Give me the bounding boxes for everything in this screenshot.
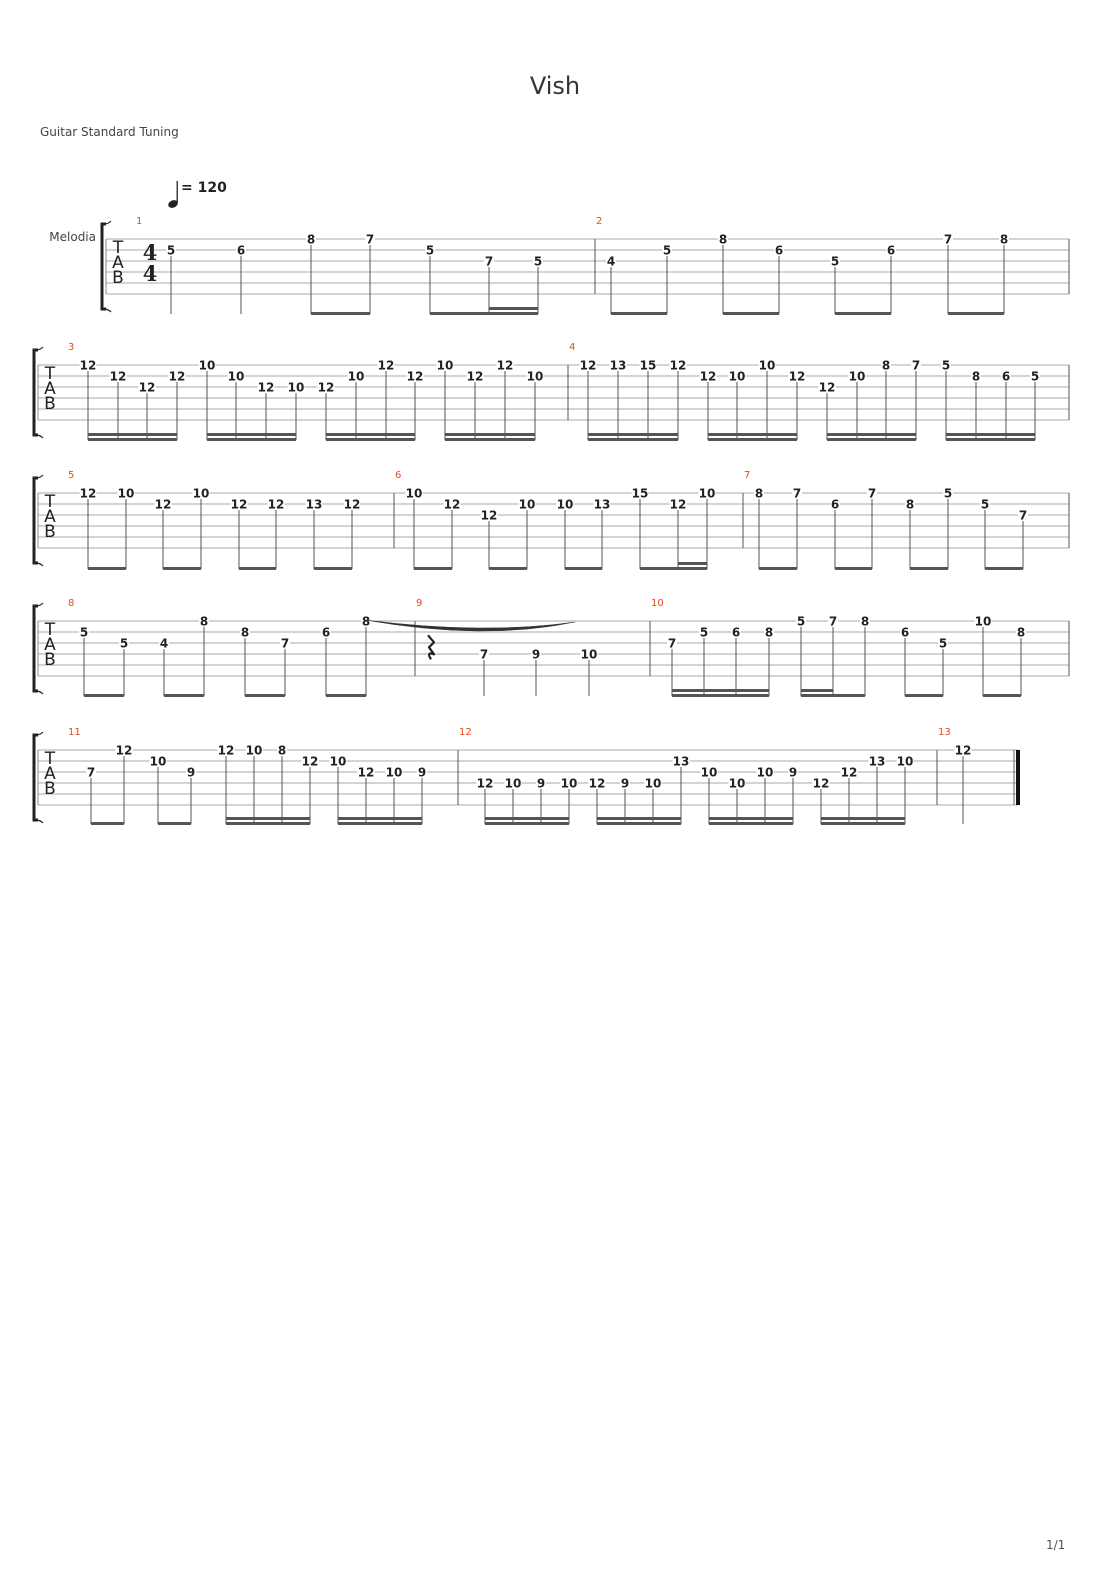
note-beam [414,567,452,570]
fret-number: 5 [830,254,840,269]
note-beam [759,567,797,570]
fret-number: 5 [1030,369,1040,384]
note-beam [91,822,124,825]
fret-number: 4 [606,254,616,269]
note-beam [672,694,769,697]
fret-number: 8 [199,614,209,629]
fret-number: 15 [639,358,657,373]
fret-number: 8 [361,614,371,629]
fret-number: 12 [317,380,335,395]
fret-number: 12 [443,497,461,512]
quarter-rest-icon [428,635,434,659]
note-beam [485,822,569,825]
fret-number: 7 [828,614,838,629]
note-beam [338,822,422,825]
tab-clef-a: A [112,253,124,273]
fret-number: 10 [117,486,135,501]
note-beam [597,822,681,825]
fret-number: 7 [667,636,677,651]
note-beam [565,567,602,570]
fret-number: 10 [518,497,536,512]
note-beam [985,567,1023,570]
tab-clef-t: T [44,364,56,384]
measure-number: 13 [938,727,951,738]
tab-clef-b: B [44,650,56,670]
note-beam [821,817,905,820]
tab-clef-t: T [44,620,56,640]
note-beam [163,567,201,570]
tab-clef-a: A [44,507,56,527]
note-beam [311,312,370,315]
tab-clef-a: A [44,635,56,655]
measure-number: 5 [68,470,75,481]
fret-number: 12 [79,358,97,373]
fret-number: 15 [631,486,649,501]
note-beam [164,694,204,697]
note-beam [946,438,1035,441]
tab-clef-b: B [44,779,56,799]
fret-number: 12 [840,765,858,780]
fret-number: 8 [999,232,1009,247]
system-bracket [34,735,38,820]
fret-number: 12 [377,358,395,373]
note-beam [983,694,1021,697]
fret-number: 10 [560,776,578,791]
fret-number: 10 [644,776,662,791]
fret-number: 6 [900,625,910,640]
note-beam [948,312,1004,315]
note-beam [326,438,415,441]
fret-number: 7 [792,486,802,501]
note-beam [910,567,948,570]
tab-clef-b: B [44,522,56,542]
page-number: 1/1 [1046,1538,1066,1552]
fret-number: 13 [609,358,627,373]
note-beam [207,438,296,441]
fret-number: 10 [504,776,522,791]
fret-number: 12 [230,497,248,512]
note-beam [485,817,569,820]
note-beam [597,817,681,820]
note-beam [326,433,415,436]
fret-number: 12 [406,369,424,384]
fret-number: 5 [533,254,543,269]
fret-number: 9 [531,647,541,662]
fret-number: 12 [579,358,597,373]
note-beam [835,312,891,315]
fret-number: 10 [192,486,210,501]
fret-number: 7 [365,232,375,247]
fret-number: 7 [943,232,953,247]
fret-number: 5 [938,636,948,651]
time-signature-top: 4 [142,240,158,265]
measure-number: 9 [416,598,423,609]
fret-number: 6 [886,243,896,258]
tab-clef-t: T [44,492,56,512]
note-beam [88,433,177,436]
fret-number: 10 [287,380,305,395]
note-beam [207,433,296,436]
fret-number: 7 [86,765,96,780]
system-bracket [34,350,38,435]
note-beam [611,312,667,315]
fret-number: 6 [731,625,741,640]
fret-number: 10 [974,614,992,629]
tie-arc [365,620,575,631]
fret-number: 10 [580,647,598,662]
fret-number: 12 [138,380,156,395]
fret-number: 12 [812,776,830,791]
fret-number: 12 [476,776,494,791]
fret-number: 10 [245,743,263,758]
fret-number: 10 [758,358,776,373]
measure-number: 7 [744,470,751,481]
fret-number: 12 [79,486,97,501]
fret-number: 5 [980,497,990,512]
note-beam [708,438,797,441]
fret-number: 7 [1018,508,1028,523]
fret-number: 12 [217,743,235,758]
fret-number: 6 [236,243,246,258]
fret-number: 8 [860,614,870,629]
time-signature-bottom: 4 [142,261,158,286]
note-beam [801,689,833,692]
fret-number: 12 [496,358,514,373]
fret-number: 12 [154,497,172,512]
note-beam [314,567,352,570]
note-beam [326,694,366,697]
note-beam [158,822,191,825]
system-bracket [34,478,38,563]
fret-number: 12 [115,743,133,758]
fret-number: 8 [971,369,981,384]
fret-number: 10 [329,754,347,769]
tab-clef-b: B [44,394,56,414]
fret-number: 12 [267,497,285,512]
tempo-marking: = 120 [181,180,227,196]
fret-number: 10 [896,754,914,769]
fret-number: 10 [728,369,746,384]
note-beam [905,694,943,697]
fret-number: 13 [305,497,323,512]
fret-number: 5 [425,243,435,258]
fret-number: 12 [588,776,606,791]
fret-number: 5 [941,358,951,373]
fret-number: 8 [905,497,915,512]
fret-number: 8 [764,625,774,640]
fret-number: 5 [796,614,806,629]
fret-number: 12 [343,497,361,512]
note-beam [678,567,707,570]
tab-clef-t: T [44,749,56,769]
measure-number: 11 [68,727,81,738]
fret-number: 12 [466,369,484,384]
fret-number: 7 [867,486,877,501]
fret-number: 8 [754,486,764,501]
fret-number: 13 [593,497,611,512]
note-beam [239,567,276,570]
note-beam [489,307,538,310]
fret-number: 8 [1016,625,1026,640]
note-beam [835,567,872,570]
fret-number: 9 [536,776,546,791]
fret-number: 9 [620,776,630,791]
fret-number: 5 [79,625,89,640]
note-beam [801,694,833,697]
tab-clef-t: T [112,238,124,258]
measure-number: 2 [596,216,603,227]
measure-number: 8 [68,598,75,609]
fret-number: 6 [774,243,784,258]
measure-number: 1 [136,216,143,227]
measure-number: 12 [459,727,472,738]
instrument-name: Melodia [49,230,96,244]
fret-number: 6 [830,497,840,512]
fret-number: 12 [699,369,717,384]
note-beam [827,438,916,441]
note-beam [226,822,310,825]
fret-number: 6 [321,625,331,640]
fret-number: 7 [911,358,921,373]
fret-number: 8 [240,625,250,640]
fret-number: 10 [698,486,716,501]
fret-number: 10 [756,765,774,780]
note-beam [445,438,535,441]
fret-number: 8 [718,232,728,247]
note-beam [827,433,916,436]
fret-number: 12 [357,765,375,780]
fret-number: 7 [479,647,489,662]
note-beam [946,433,1035,436]
fret-number: 8 [306,232,316,247]
note-beam [84,694,124,697]
fret-number: 10 [347,369,365,384]
note-beam [708,433,797,436]
fret-number: 5 [943,486,953,501]
fret-number: 10 [149,754,167,769]
measure-number: 6 [395,470,402,481]
note-beam [709,817,793,820]
fret-number: 7 [280,636,290,651]
note-beam [588,438,678,441]
note-beam [88,438,177,441]
system-bracket [34,606,38,691]
fret-number: 10 [848,369,866,384]
note-beam [723,312,779,315]
tab-clef-a: A [44,764,56,784]
note-beam [445,433,535,436]
note-beam [245,694,285,697]
song-title: Vish [529,72,581,100]
fret-number: 5 [662,243,672,258]
fret-number: 10 [556,497,574,512]
measure-number: 10 [651,598,664,609]
fret-number: 12 [168,369,186,384]
fret-number: 8 [277,743,287,758]
fret-number: 12 [954,743,972,758]
fret-number: 8 [881,358,891,373]
fret-number: 10 [385,765,403,780]
fret-number: 12 [818,380,836,395]
fret-number: 10 [700,765,718,780]
measure-number: 3 [68,342,75,353]
measure-number: 4 [569,342,576,353]
fret-number: 7 [484,254,494,269]
tab-clef-a: A [44,379,56,399]
fret-number: 13 [672,754,690,769]
note-beam [226,817,310,820]
fret-number: 10 [405,486,423,501]
fret-number: 9 [788,765,798,780]
fret-number: 12 [301,754,319,769]
tab-clef-b: B [112,268,124,288]
fret-number: 4 [159,636,169,651]
fret-number: 5 [166,243,176,258]
note-beam [678,562,707,565]
note-beam [588,433,678,436]
system-bracket [102,224,106,309]
note-beam [821,822,905,825]
fret-number: 12 [109,369,127,384]
note-beam [338,817,422,820]
note-beam [88,567,126,570]
fret-number: 5 [119,636,129,651]
note-beam [489,567,527,570]
fret-number: 5 [699,625,709,640]
fret-number: 6 [1001,369,1011,384]
note-beam [709,822,793,825]
note-beam [489,312,538,315]
fret-number: 13 [868,754,886,769]
fret-number: 12 [788,369,806,384]
fret-number: 9 [417,765,427,780]
fret-number: 12 [257,380,275,395]
fret-number: 10 [227,369,245,384]
tuning-label: Guitar Standard Tuning [40,125,179,139]
fret-number: 10 [198,358,216,373]
fret-number: 9 [186,765,196,780]
fret-number: 12 [669,497,687,512]
fret-number: 10 [728,776,746,791]
fret-number: 10 [436,358,454,373]
fret-number: 12 [480,508,498,523]
note-beam [672,689,769,692]
fret-number: 12 [669,358,687,373]
fret-number: 10 [526,369,544,384]
